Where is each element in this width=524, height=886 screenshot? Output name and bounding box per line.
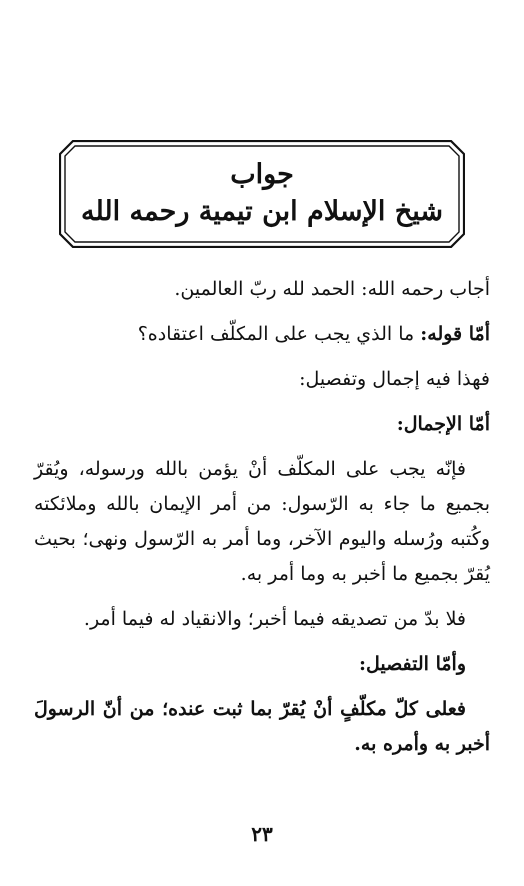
- page-number: ٢٣: [251, 822, 273, 846]
- paragraph-detail: فعلى كلّ مكلّفٍ أنْ يُقرّ بما ثبت عنده؛ من أنّ الرسولَ أخبر به وأمره به.: [34, 698, 490, 755]
- title-subheading: شيخ الإسلام ابن تيمية رحمه الله: [81, 196, 443, 227]
- question-text: ما الذي يجب على المكلّف اعتقاده؟: [137, 323, 421, 345]
- paragraph-obedience: فلا بدّ من تصديقه فيما أخبر؛ والانقياد له فيما أمر.: [83, 608, 466, 630]
- heading-general: أمّا الإجمال:: [396, 413, 490, 435]
- paragraph-question: [34, 317, 490, 352]
- page-body: [34, 272, 490, 772]
- paragraph-answer-intro: أجاب رحمه الله: الحمد لله ربّ العالمين.: [174, 278, 490, 300]
- title-frame: [59, 140, 465, 248]
- paragraph-division: فهذا فيه إجمال وتفصيل:: [299, 368, 490, 390]
- title-heading: جواب: [230, 159, 294, 190]
- question-lead: أمّا قوله:: [420, 323, 490, 345]
- heading-detail: وأمّا التفصيل:: [358, 653, 466, 675]
- paragraph-general: فإنّه يجب على المكلّف أنْ يؤمن بالله ورسوله، ويُقرّ بجميع ما جاء به الرّسول: من أمر الإيمان بالله وملائكته وكُتبه ورُسله واليوم الآخر، وما أمر به الرّسول ونهى؛ بحيث يُقرّ بجميع ما أخبر به وما أمر به.: [34, 458, 490, 585]
